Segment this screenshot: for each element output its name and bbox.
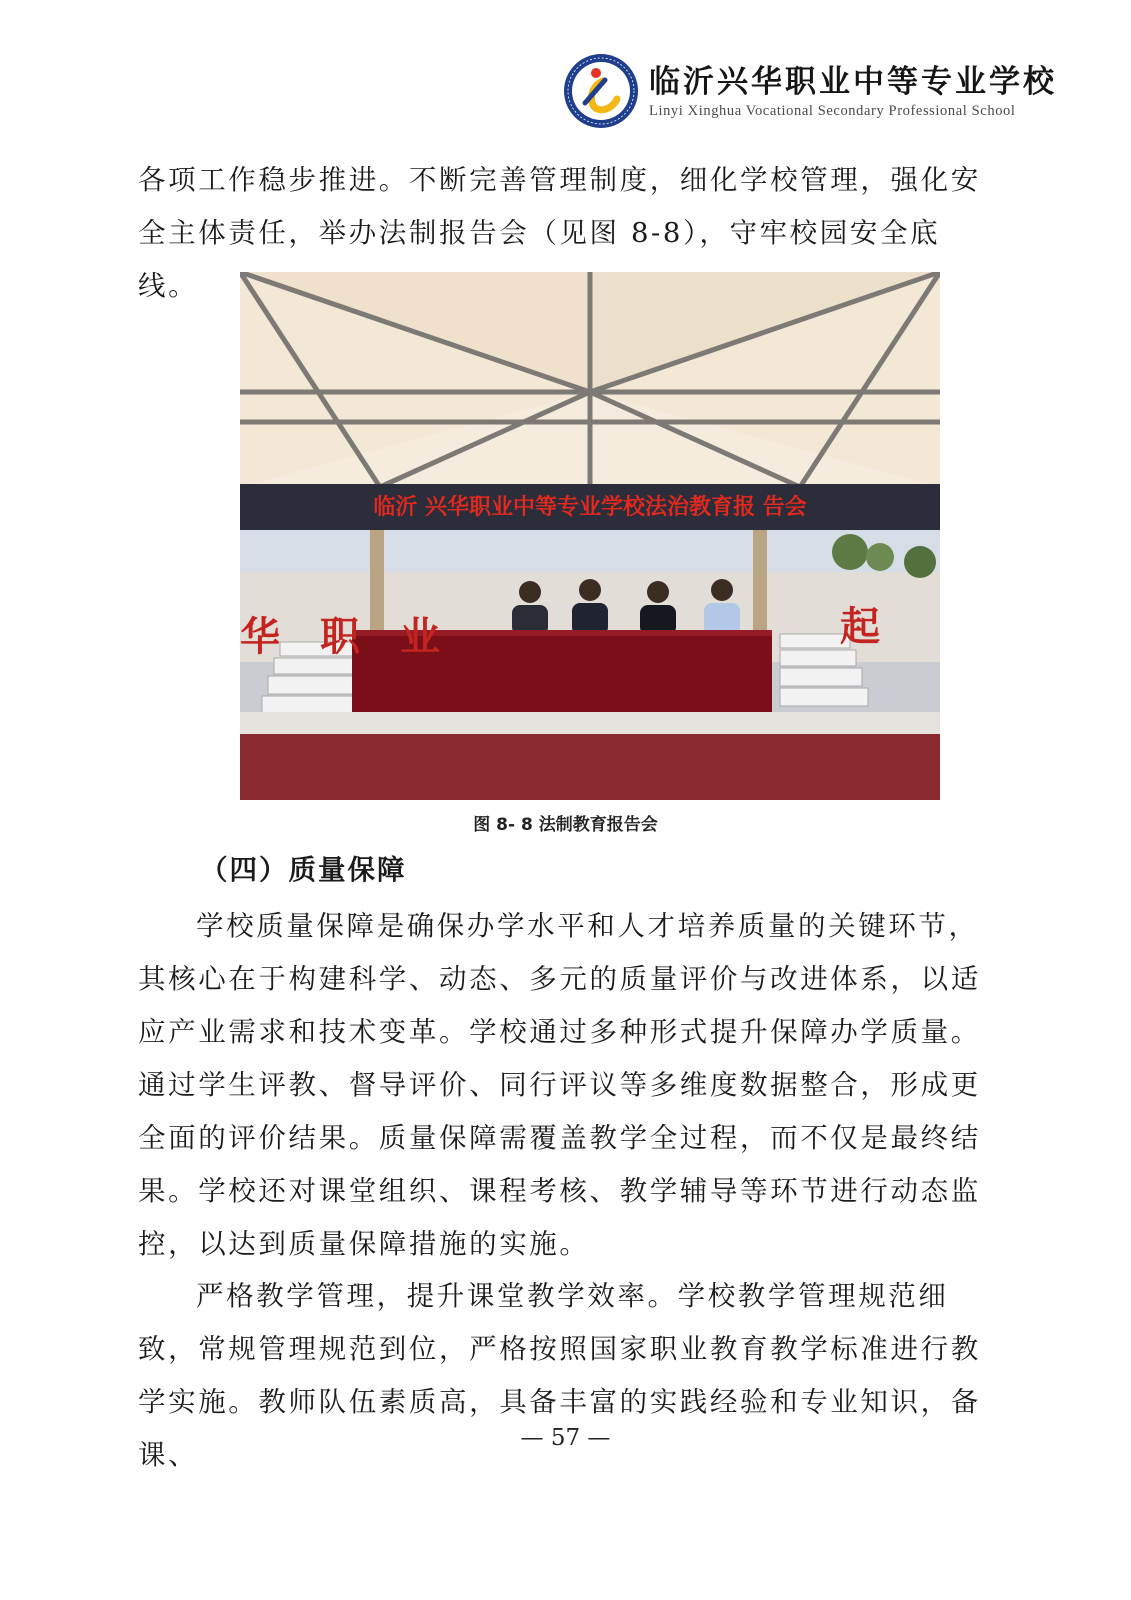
quality-paragraph: 学校质量保障是确保办学水平和人才培养质量的关键环节，其核心在于构建科学、动态、多元的质量评价与改进体系，以适应产业需求和技术变革。学校通过多种形式提升保障办学质量。通过学生评教、督导评价、同行评议等多维度数据整合，形成更全面的评价结果。质量保障需覆盖教学全过程，而不仅是最终结果。学校还对课堂组织、课程考核、教学辅导等环节进行动态监控，以达到质量保障措施的实施。 — [138, 910, 981, 1260]
section-heading: （四）质量保障 — [200, 854, 407, 886]
intro-paragraph: 各项工作稳步推进。不断完善管理制度，细化学校管理，强化安全主体责任，举办法制报告会（见图 8-8），守牢校园安全底线。 — [138, 164, 981, 302]
wall-char-2: 职 — [320, 614, 360, 660]
page-number: — 57 — — [520, 1425, 611, 1451]
school-name-chinese: 临沂兴华职业中等专业学校 — [649, 64, 1057, 100]
wall-char-4: 起 — [840, 604, 880, 650]
page-header — [563, 48, 1057, 134]
wall-char-1: 华 — [240, 614, 280, 660]
figure-caption: 图 8- 8 法制教育报告会 — [473, 815, 658, 835]
school-name-english: Linyi Xinghua Vocational Secondary Professional School — [649, 103, 1016, 119]
teaching-paragraph: 严格教学管理，提升课堂教学效率。学校教学管理规范细致，常规管理规范到位，严格按照国家职业教育教学标准进行教学实施。教师队伍素质高，具备丰富的实践经验和专业知识，备课、 — [138, 1280, 981, 1471]
banner-text: 临沂 兴华职业中等专业学校法治教育报 告会 — [373, 495, 807, 520]
school-logo-icon — [563, 53, 639, 129]
figure-photo — [240, 272, 940, 800]
wall-char-3: 业 — [400, 614, 440, 660]
